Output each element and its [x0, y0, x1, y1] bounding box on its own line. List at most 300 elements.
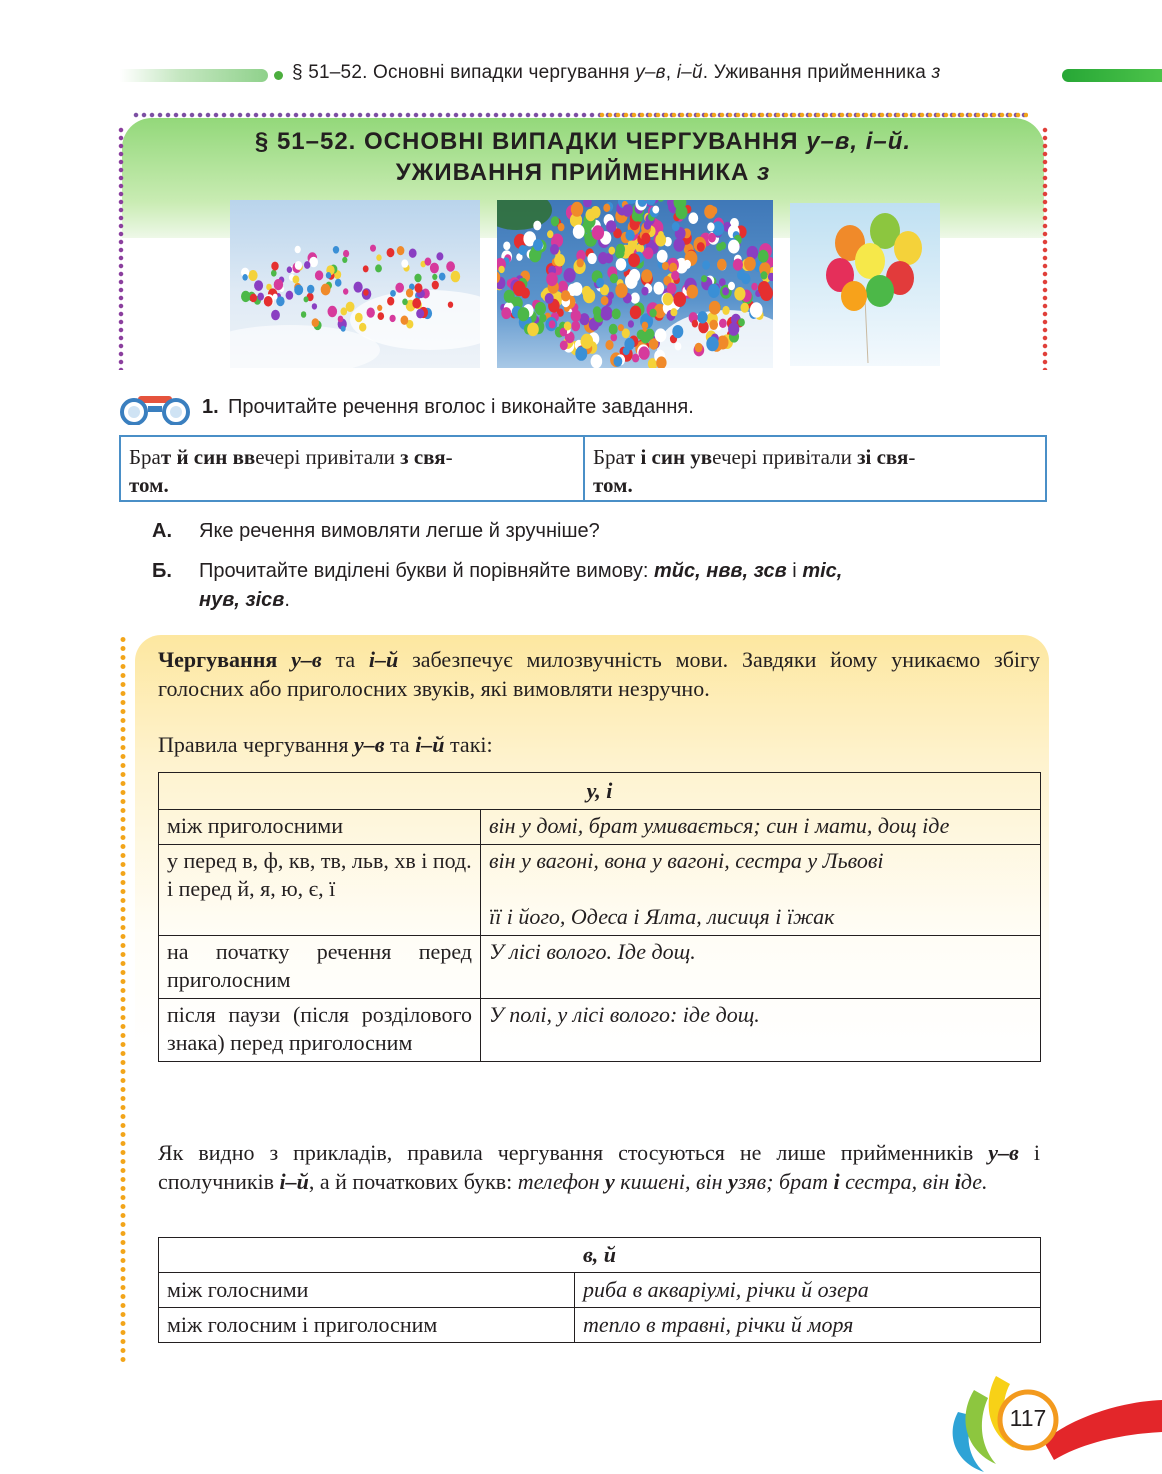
balloon-shape — [304, 296, 309, 302]
table-row — [159, 810, 1041, 845]
balloon-shape — [581, 334, 594, 349]
balloon-shape — [615, 283, 627, 298]
balloon-shape — [611, 333, 618, 341]
balloon-shape — [670, 308, 677, 316]
balloon-shape — [415, 283, 423, 293]
balloon-shape — [719, 319, 727, 328]
balloon-shape — [571, 310, 581, 322]
balloon-shape — [603, 204, 610, 212]
p2-ij: і–й — [415, 732, 445, 757]
balloon-shape — [704, 205, 716, 219]
balloon-shape — [533, 239, 543, 251]
table-header: в, й — [159, 1238, 1041, 1273]
sl-b1: т й син вв — [160, 445, 256, 469]
balloon-shape — [295, 246, 301, 253]
balloon-shape — [341, 307, 348, 315]
title-pair1: у–в, — [806, 128, 859, 155]
balloon-shape — [254, 280, 263, 291]
qb-bold1: тйс, нвв, зсв — [654, 560, 787, 582]
balloon-shape — [706, 337, 718, 352]
balloon-shape — [695, 343, 703, 353]
balloon-shape — [655, 328, 667, 342]
running-header — [120, 60, 1162, 90]
sl-p2: ечері привітали — [255, 445, 401, 469]
balloon-shape — [409, 249, 417, 258]
balloon-shape — [702, 260, 710, 269]
balloon-shape — [728, 240, 740, 254]
section-title-line1 — [118, 128, 1048, 156]
balloon-shape — [641, 269, 652, 282]
balloons-cloud-image — [497, 200, 773, 368]
balloon-bunch-image — [790, 203, 940, 366]
balloon-shape — [641, 233, 650, 244]
balloon-shape — [616, 244, 625, 255]
balloon-shape — [571, 282, 583, 296]
balloon-shape — [612, 309, 621, 320]
balloon-shape — [744, 257, 756, 271]
balloon-shape — [315, 270, 323, 280]
balloon-shape — [571, 202, 583, 217]
balloon-shape — [414, 274, 421, 283]
p3-ex2b: у — [728, 1169, 738, 1194]
balloon-shape — [692, 320, 698, 328]
balloon-shape — [271, 270, 277, 277]
balloon-shape — [554, 254, 565, 267]
balloon-shape — [395, 283, 404, 293]
balloon-shape — [312, 318, 319, 327]
balloon-shape — [416, 309, 424, 319]
rule-uv: у–в — [291, 647, 322, 672]
sr-p1: Бра — [593, 445, 625, 469]
condition-cell — [159, 845, 481, 936]
example-cell: У полі, у лісі волого: іде дощ. — [481, 999, 1041, 1062]
balloon-shape — [643, 247, 653, 259]
balloon-shape — [600, 306, 612, 321]
balloon-shape — [675, 342, 682, 350]
balloon-shape — [430, 263, 439, 274]
table-row — [159, 1273, 1041, 1308]
exercise-number: 1. — [202, 396, 219, 418]
question-b-letter: Б. — [152, 560, 172, 582]
balloon-shape — [294, 285, 303, 296]
example-u: він у вагоні, вона у вагоні, сестра у Львові — [489, 848, 884, 873]
balloon-shape — [558, 223, 565, 231]
balloon-shape — [527, 323, 539, 337]
balloon-shape — [592, 225, 604, 240]
table-row — [159, 936, 1041, 999]
balloon-shape — [628, 253, 640, 267]
balloon-shape — [741, 303, 749, 313]
balloon-shape — [501, 307, 511, 319]
rule-border-dots — [120, 635, 126, 1365]
p3-c: , а й початкових букв: — [308, 1169, 513, 1194]
balloon-shape — [355, 313, 363, 322]
balloon-shape — [549, 320, 556, 328]
balloon-shape — [539, 314, 546, 323]
example-cell: риба в акваріумі, річки й озера — [575, 1273, 1041, 1308]
condition-cell: після паузи (після розділового знака) перед приголосним — [159, 999, 481, 1062]
balloon-shape — [504, 290, 515, 303]
balloon-shape — [587, 253, 596, 264]
rule-rest: забезпечує милозвучність мови. Завдяки йому уникаємо збігу голосних або приголосних звуків, які вимовляти незручно. — [158, 647, 1041, 701]
balloon-shape — [242, 274, 247, 281]
table-row — [159, 999, 1041, 1062]
balloon-shape — [625, 274, 638, 289]
balloon-shape — [370, 245, 376, 252]
balloon-shape — [652, 206, 659, 214]
balloon-shape — [328, 306, 338, 317]
header-bullet — [274, 71, 283, 80]
exercise-instruction: Прочитайте речення вголос і виконайте завдання. — [228, 396, 694, 418]
balloon-shape — [577, 258, 584, 267]
balloon-shape — [596, 278, 604, 288]
example-cell — [481, 845, 1041, 936]
sl-p1: Бра — [129, 445, 161, 469]
page-number: 117 — [1009, 1405, 1047, 1431]
balloon-shape — [720, 242, 726, 250]
p3-ex3: зяв; брат — [737, 1169, 828, 1194]
p3-ij: і–й — [279, 1169, 309, 1194]
balloon-shape — [672, 325, 683, 338]
balloon-shape — [707, 222, 714, 231]
balloon-shape — [662, 262, 669, 270]
balloon-shape — [425, 258, 432, 266]
balloon-shape — [346, 302, 355, 312]
balloon-shape — [655, 234, 666, 247]
balloon-shape — [432, 281, 439, 290]
balloon-shape — [343, 250, 349, 257]
balloon-shape — [402, 299, 408, 306]
balloon-shape — [760, 285, 773, 301]
sr-p3: - — [908, 445, 916, 469]
balloon-shape — [673, 238, 684, 252]
balloons-photo-3 — [790, 203, 940, 366]
balloon-shape — [546, 272, 558, 286]
balloon-shape — [560, 341, 568, 351]
balloon-shape — [671, 271, 679, 281]
balloon-shape — [363, 289, 368, 295]
balloon-shape — [503, 242, 510, 251]
balloon-shape — [342, 257, 347, 263]
condition-cell: між голосним і приголосним — [159, 1308, 575, 1343]
balloon-shape — [583, 200, 592, 208]
balloon-shape — [564, 322, 572, 331]
balloon-shape — [741, 273, 750, 284]
qb-bold2a: тіс, — [802, 560, 843, 582]
condition-i: і перед й, я, ю, є, ї — [167, 876, 336, 901]
sr-b3: том. — [593, 473, 633, 497]
balloon-shape — [645, 329, 654, 340]
balloon-shape — [397, 246, 405, 255]
balloon-shape — [551, 216, 559, 226]
balloon-shape — [304, 261, 310, 269]
sr-p2: ечері привітали — [712, 445, 858, 469]
balloon-shape — [448, 302, 453, 308]
rules-table-v-j — [158, 1237, 1041, 1343]
rule-ij: і–й — [368, 647, 399, 672]
balloon-shape — [287, 266, 292, 273]
balloon-shape — [734, 287, 745, 301]
balloon-shape — [618, 324, 624, 331]
balloons-scatter-image — [230, 200, 480, 368]
balloon-shape — [738, 318, 745, 326]
balloon-shape — [654, 282, 665, 295]
balloon-shape — [436, 252, 443, 260]
balloon-shape — [622, 204, 632, 217]
balloon-shape — [377, 305, 382, 311]
balloon-shape — [608, 292, 614, 299]
balloon-shape — [286, 291, 294, 300]
sentence-left — [121, 437, 583, 500]
qb-text1: Прочитайте виділені букви й порівняйте вимову: — [199, 560, 649, 582]
sl-b2: з свя — [400, 445, 446, 469]
header-bar-right — [1062, 69, 1162, 82]
balloon-shape — [518, 245, 527, 255]
question-a-text: Яке речення вимовляти легше й зручніше? — [199, 520, 600, 542]
balloon-shape — [751, 283, 757, 291]
balloon-shape — [632, 354, 639, 363]
balloon-shape — [697, 242, 705, 252]
sentences-table — [119, 435, 1047, 502]
p3-a: Як видно з прикладів, правила чергування стосуються не лише прийменників — [158, 1140, 974, 1165]
title-main-2: УЖИВАННЯ ПРИЙМЕННИКА — [395, 159, 750, 186]
balloon-shape — [406, 289, 413, 298]
condition-cell: на початку речення перед приголосним — [159, 936, 481, 999]
balloon-shape — [616, 258, 627, 271]
balloon-shape — [650, 309, 657, 318]
balloon-shape — [387, 297, 394, 306]
p2-post: такі: — [450, 732, 493, 757]
balloon-shape — [701, 275, 707, 282]
p2-pre: Правила чергування — [158, 732, 349, 757]
balloon-shape — [657, 250, 668, 263]
title-pair2: і–й. — [865, 128, 912, 155]
table-row — [159, 1308, 1041, 1343]
balloon-shape — [550, 244, 559, 255]
balloon-shape — [293, 276, 300, 284]
balloon-shape — [545, 293, 554, 304]
p3-uv: у–в — [988, 1140, 1019, 1165]
balloon-shape — [663, 293, 674, 306]
header-pair2: і–й — [676, 62, 703, 83]
balloon-shape — [728, 282, 735, 290]
balloon-shape — [401, 316, 409, 325]
balloon-shape — [722, 306, 729, 315]
balloon-shape — [312, 303, 317, 309]
balloon-shape — [717, 259, 727, 271]
balloon-shape — [513, 281, 526, 296]
balloon-shape — [439, 273, 446, 281]
balloon-shape — [535, 302, 546, 315]
balloon-shape — [451, 271, 461, 283]
condition-cell: між голосними — [159, 1273, 575, 1308]
balloon-shape — [758, 250, 769, 263]
balloon-shape — [333, 246, 339, 254]
balloon-shape — [274, 279, 283, 290]
balloon-shape — [609, 247, 616, 255]
balloon-shape — [412, 298, 421, 309]
balloon-shape — [343, 288, 348, 294]
balloon-shape — [657, 200, 664, 202]
balloon-shape — [688, 212, 698, 224]
balloon-shape — [321, 284, 331, 296]
condition-u: у перед в, ф, кв, тв, льв, хв і под. — [167, 848, 472, 873]
spacer — [489, 875, 1032, 903]
balloon-shape — [387, 248, 395, 257]
balloon-shape — [750, 302, 763, 317]
balloons-photo-2 — [497, 200, 773, 368]
balloon-shape — [367, 308, 375, 318]
balloon-shape — [683, 260, 691, 269]
balloon-shape — [354, 282, 363, 293]
balloon-shape — [301, 311, 306, 318]
running-header-text — [292, 62, 941, 84]
balloon-shape — [709, 320, 718, 330]
title-prep: з — [757, 159, 771, 186]
balloon-shape — [376, 254, 381, 261]
balloon-shape — [582, 286, 592, 298]
rule-paragraph-3 — [158, 1138, 1040, 1196]
balloon-shape — [628, 320, 634, 328]
balloon-shape — [625, 230, 634, 241]
balloon-shape — [642, 322, 649, 330]
sentence-right — [583, 437, 1045, 500]
balloon-shape — [518, 307, 530, 321]
balloon-shape — [641, 287, 648, 296]
balloon-shape — [363, 265, 369, 272]
balloon-shape — [257, 293, 264, 301]
balloon-shape — [697, 311, 707, 323]
balloon-shape — [722, 287, 729, 295]
section-title-line2 — [118, 159, 1048, 187]
balloon-shape — [667, 283, 677, 295]
balloon-shape — [326, 272, 331, 279]
qb-and: і — [792, 560, 797, 582]
header-pair1: у–в — [635, 62, 666, 83]
p3-ex1: телефон — [517, 1169, 600, 1194]
rule-paragraph-2 — [158, 730, 1040, 759]
header-paragraph: § 51–52. — [292, 62, 368, 83]
balloon-shape — [533, 221, 541, 231]
balloon-shape — [375, 264, 382, 272]
example-cell: У лісі волого. Іде дощ. — [481, 936, 1041, 999]
condition-cell: між приголосними — [159, 810, 481, 845]
rule-paragraph-1 — [158, 645, 1040, 703]
qb-bold2b: нув, зісв — [199, 589, 285, 611]
balloon-shape — [601, 296, 609, 305]
balloon-shape — [606, 220, 616, 232]
balloon-shape — [446, 261, 455, 271]
balloon-shape — [271, 262, 278, 271]
balloon-shape — [609, 324, 618, 335]
balloon-shape — [390, 290, 396, 297]
balloon-shape — [432, 274, 437, 280]
balloon-shape — [605, 340, 613, 350]
qb-end: . — [284, 589, 290, 611]
sr-b1: т і син ув — [624, 445, 713, 469]
table-row — [159, 845, 1041, 936]
p3-ex5: де. — [960, 1169, 988, 1194]
balloon-shape — [614, 356, 623, 367]
balloon-shape — [733, 259, 743, 271]
header-sep: , — [665, 62, 672, 83]
balloon-shape — [573, 225, 585, 239]
balloon-shape — [708, 284, 720, 298]
balloon-shape — [401, 259, 408, 267]
p2-ta: та — [390, 732, 410, 757]
balloon-shape — [630, 306, 641, 320]
question-a-letter: А. — [152, 520, 172, 542]
balloon-shape — [335, 279, 342, 287]
example-cell: тепло в травні, річки й моря — [575, 1308, 1041, 1343]
title-main: § 51–52. ОСНОВНІ ВИПАДКИ ЧЕРГУВАННЯ — [254, 128, 799, 155]
balloon-shape — [673, 292, 686, 307]
balloons-photo-1 — [230, 200, 480, 368]
balloon-shape — [390, 315, 396, 322]
balloon-shape — [639, 346, 650, 359]
sl-p3: - — [445, 445, 453, 469]
balloon-shape — [271, 310, 280, 321]
balloon-shape — [250, 294, 257, 303]
p3-ex2: кишені, він — [620, 1169, 723, 1194]
balloon-shape — [341, 326, 346, 332]
table-header-row — [159, 1238, 1041, 1273]
balloon-shape — [630, 293, 639, 304]
balloon-shape — [248, 270, 257, 281]
balloon-shape — [338, 316, 344, 323]
balloon-shape — [499, 266, 505, 273]
balloon-shape — [590, 206, 600, 218]
sr-b2: зі свя — [857, 445, 909, 469]
p3-ex1b: у — [605, 1169, 615, 1194]
balloon-shape — [598, 252, 608, 264]
question-b-text — [199, 557, 999, 615]
header-bar-left — [120, 69, 268, 82]
p2-uv: у–в — [353, 732, 385, 757]
balloon-shape — [571, 321, 580, 332]
balloon-shape — [241, 291, 250, 302]
balloon-shape — [547, 230, 553, 238]
balloon-shape — [637, 330, 645, 340]
rule-term: Чергування — [158, 647, 278, 672]
p3-ex3b: і — [833, 1169, 840, 1194]
balloon-shape — [378, 312, 385, 320]
balloon-shape — [309, 257, 318, 268]
balloon-shape — [561, 290, 570, 301]
balloon-shape — [593, 306, 601, 316]
balloon-shape — [295, 261, 302, 270]
table-header: у, і — [159, 773, 1041, 810]
balloon-shape — [687, 285, 699, 299]
balloon-shape — [672, 222, 680, 231]
balloon-shape — [708, 233, 716, 243]
rule-ta: та — [335, 647, 356, 672]
example-cell: він у домі, брат умивається; син і мати, дощ іде — [481, 810, 1041, 845]
header-prep: з — [931, 62, 941, 83]
balloon-shape — [610, 274, 618, 284]
table-header-row — [159, 773, 1041, 810]
balloon-shape — [359, 323, 366, 332]
p3-ex4b: і — [954, 1169, 961, 1194]
p3-b: і сполучників — [158, 1140, 1040, 1194]
balloon-shape — [591, 354, 603, 368]
rules-table-u-i — [158, 772, 1041, 1062]
balloon-shape — [624, 338, 634, 350]
balloon-shape — [637, 214, 643, 221]
balloon-shape — [709, 301, 721, 315]
balloon-shape — [564, 268, 576, 283]
balloon-shape — [273, 294, 278, 300]
